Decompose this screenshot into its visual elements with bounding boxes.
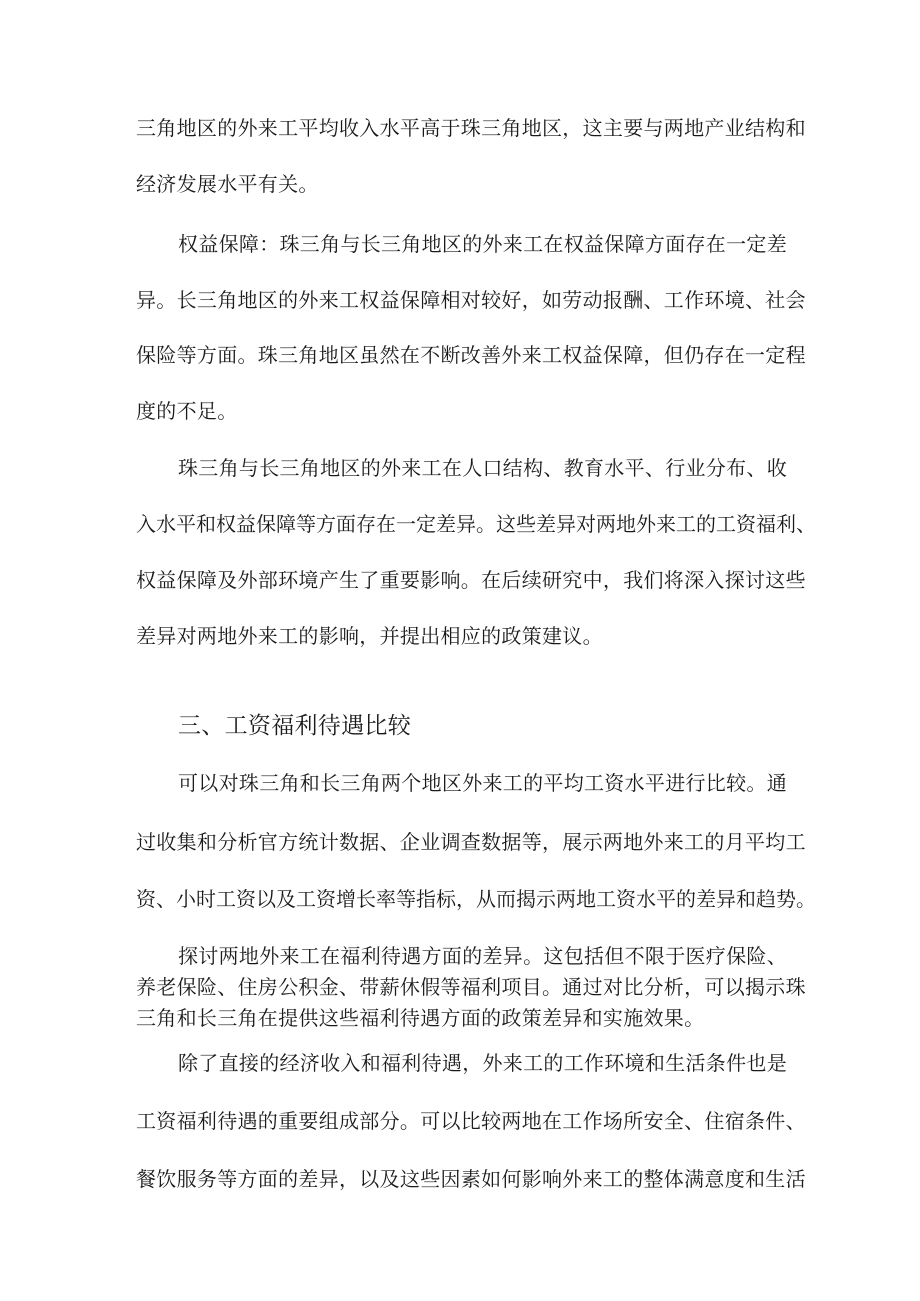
paragraph-1-line-2: 经济发展水平有关。 [136, 172, 319, 196]
paragraph-3-line-2: 入水平和权益保障等方面存在一定差异。这些差异对两地外来工的工资福利、 [136, 512, 816, 536]
paragraph-1-line-1: 三角地区的外来工平均收入水平高于珠三角地区，这主要与两地产业结构和 [136, 116, 806, 140]
paragraph-2-line-4: 度的不足。 [136, 399, 238, 423]
paragraph-6-line-3: 餐饮服务等方面的差异，以及这些因素如何影响外来工的整体满意度和生活 [136, 1167, 806, 1191]
paragraph-6-line-2: 工资福利待遇的重要组成部分。可以比较两地在工作场所安全、住宿条件、 [136, 1109, 806, 1133]
paragraph-3-line-1: 珠三角与长三角地区的外来工在人口结构、教育水平、行业分布、收 [178, 456, 787, 480]
paragraph-5-line-2: 养老保险、住房公积金、带薪休假等福利项目。通过对比分析，可以揭示珠 [136, 975, 806, 999]
paragraph-3-line-3: 权益保障及外部环境产生了重要影响。在后续研究中，我们将深入探讨这些 [136, 568, 806, 592]
paragraph-4-line-1: 可以对珠三角和长三角两个地区外来工的平均工资水平进行比较。通 [178, 771, 787, 795]
paragraph-2-line-2: 异。长三角地区的外来工权益保障相对较好，如劳动报酬、工作环境、社会 [136, 288, 806, 312]
paragraph-4-line-3: 资、小时工资以及工资增长率等指标，从而揭示两地工资水平的差异和趋势。 [136, 887, 816, 911]
paragraph-5-line-1: 探讨两地外来工在福利待遇方面的差异。这包括但不限于医疗保险、 [178, 944, 787, 968]
paragraph-4-line-2: 过收集和分析官方统计数据、企业调查数据等，展示两地外来工的月平均工 [136, 830, 806, 854]
paragraph-5-line-3: 三角和长三角在提供这些福利待遇方面的政策差异和实施效果。 [136, 1006, 705, 1030]
paragraph-2-line-3: 保险等方面。珠三角地区虽然在不断改善外来工权益保障，但仍存在一定程 [136, 343, 806, 367]
paragraph-3-line-4: 差异对两地外来工的影响，并提出相应的政策建议。 [136, 624, 603, 648]
section-heading: 三、工资福利待遇比较 [178, 713, 411, 739]
paragraph-2-line-1: 权益保障：珠三角与长三角地区的外来工在权益保障方面存在一定差 [178, 232, 787, 256]
paragraph-6-line-1: 除了直接的经济收入和福利待遇，外来工的工作环境和生活条件也是 [178, 1051, 787, 1075]
